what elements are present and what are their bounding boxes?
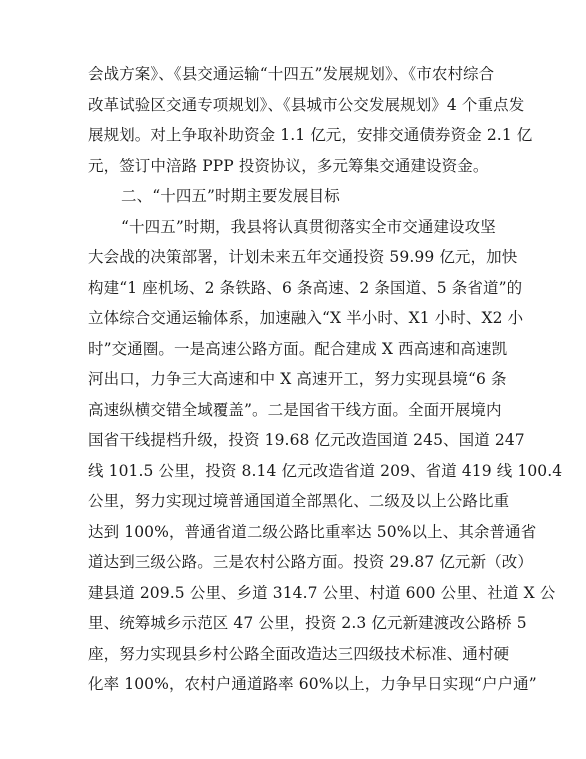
text-line: 化率 100%，农村户通道路率 60%以上，力争早日实现“户户通” bbox=[88, 675, 537, 693]
text-line: 大会战的决策部署，计划未来五年交通投资 59.99 亿元，加快 bbox=[88, 248, 518, 266]
text-line: 时”交通圈。一是高速公路方面。配合建成 X 西高速和高速凯 bbox=[88, 339, 508, 358]
text-line: 高速纵横交错全域覆盖”。二是国省干线方面。全面开展境内 bbox=[88, 400, 502, 419]
text-line: 达到 100%，普通省道二级公路比重率达 50%以上、其余普通省 bbox=[88, 522, 537, 541]
text-line: 公里，努力实现过境普通国道全部黑化、二级及以上公路比重 bbox=[88, 492, 510, 510]
text-line: 构建“1 座机场、2 条铁路、6 条高速、2 条国道、5 条省道”的 bbox=[88, 278, 523, 297]
text-line: 里、统筹城乡示范区 47 公里，投资 2.3 亿元新建渡改公路桥 5 bbox=[88, 614, 527, 632]
section-heading: 二、“十四五”时期主要发展目标 bbox=[121, 187, 340, 205]
text-line: 座，努力实现县乡村公路全面改造达三四级技术标准、通村硬 bbox=[88, 644, 510, 663]
body-text bbox=[88, 59, 563, 700]
text-line: 河出口，力争三大高速和中 X 高速开工，努力实现县境“6 条 bbox=[88, 370, 507, 388]
text-line: 立体综合交通运输体系，加速融入“X 半小时、X1 小时、X2 小 bbox=[88, 309, 524, 327]
text-line: 建县道 209.5 公里、乡道 314.7 公里、村道 600 公里、社道 X 公 bbox=[88, 583, 556, 602]
text-line: 元，签订中涪路 PPP 投资协议，多元筹集交通建设资金。 bbox=[88, 156, 489, 175]
paragraph-first-line: “十四五”时期，我县将认真贯彻落实全市交通建设攻坚 bbox=[121, 217, 496, 236]
text-line: 改革试验区交通专项规划》、《县城市公交发展规划》4 个重点发 bbox=[88, 95, 525, 114]
text-line: 线 101.5 公里，投资 8.14 亿元改造省道 209、省道 419 线 100.4 bbox=[88, 461, 563, 480]
text-line: 国省干线提档升级，投资 19.68 亿元改造国道 245、国道 247 bbox=[88, 431, 525, 449]
text-line: 会战方案》、《县交通运输“十四五”发展规划》、《市农村综合 bbox=[88, 65, 495, 83]
text-line: 道达到三级公路。三是农村公路方面。投资 29.87 亿元新（改） bbox=[88, 553, 533, 571]
text-line: 展规划。对上争取补助资金 1.1 亿元，安排交通债券资金 2.1 亿 bbox=[88, 126, 533, 144]
